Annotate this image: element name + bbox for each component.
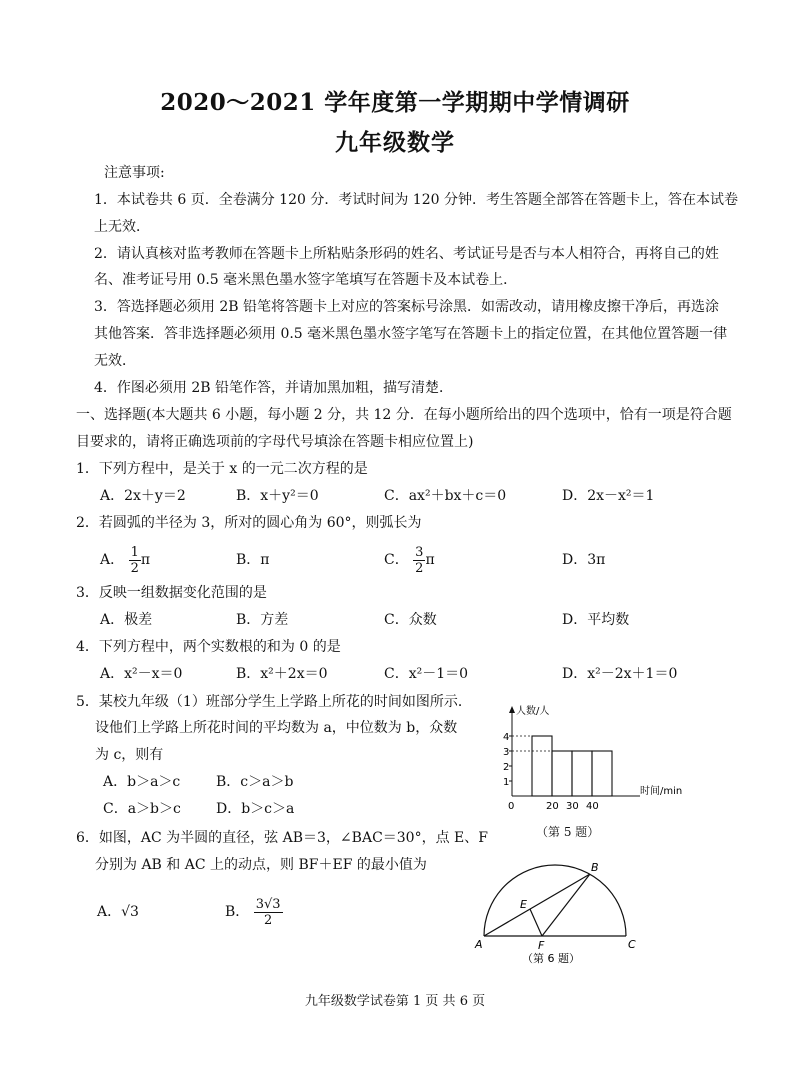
q5-option-b: B．c＞a＞b	[216, 774, 294, 790]
q2-option-c-pi: π	[425, 552, 435, 568]
q6-option-b-fraction	[254, 897, 283, 928]
q5-line-3: 为 c，则有	[95, 747, 164, 763]
q5-bar	[532, 736, 552, 796]
q5-histogram	[490, 700, 730, 825]
q5-y-tick-label: 4	[503, 732, 510, 743]
q3-option-d: D．平均数	[562, 612, 630, 628]
notice-3-line-1: 3．答选择题必须用 2B 铅笔将答题卡上对应的答案标号涂黑．如需改动，请用橡皮擦干净后，再选涂	[94, 299, 720, 315]
q2-option-a	[100, 542, 150, 578]
q5-y-tick-label: 1	[503, 777, 510, 788]
q2-option-c	[384, 542, 435, 578]
q5-bar	[592, 751, 612, 796]
q2-option-a-numerator: 1	[130, 544, 139, 560]
q5-bar	[572, 751, 592, 796]
q6-line-2: 分别为 AB 和 AC 上的动点，则 BF＋EF 的最小值为	[95, 857, 427, 873]
q1-option-d: D．2x－x²＝1	[562, 488, 655, 504]
q5-y-tick-label: 3	[503, 747, 510, 758]
q6-point-c: C	[628, 938, 636, 951]
q6-option-a	[97, 902, 139, 922]
q5-caption: （第 5 题）	[536, 825, 600, 839]
q2-option-a-fraction	[129, 545, 141, 576]
q6-point-f: F	[538, 939, 545, 952]
q6-segment-ef	[530, 909, 542, 936]
q2-option-d: D．3π	[562, 552, 606, 568]
q2-option-c-label: C．	[384, 552, 409, 568]
q4-option-a: A．x²－x＝0	[100, 666, 183, 682]
q2-option-c-fraction	[413, 545, 425, 576]
q5-line-1: 5．某校九年级（1）班部分学生上学路上所花的时间如图所示．	[76, 694, 472, 710]
q5-x-tick-label: 20	[546, 801, 559, 812]
q5-x-axis-label: 时间/min	[640, 786, 683, 797]
q6-option-b-label: B．	[225, 904, 250, 920]
q4-option-c: C．x²－1＝0	[384, 666, 469, 682]
q6-semicircle-arc	[484, 865, 626, 936]
q6-option-b-denominator: 2	[264, 912, 273, 928]
exam-subject: 九年级数学	[335, 129, 455, 156]
q5-y-axis-label: 人数/人	[516, 706, 550, 717]
q2-option-c-numerator: 3	[415, 544, 424, 560]
q5-y-tick-label: 2	[503, 762, 510, 773]
q1-option-a: A．2x＋y＝2	[100, 488, 186, 504]
q1-option-b: B．x＋y²＝0	[236, 488, 319, 504]
q1-stem: 1．下列方程中，是关于 x 的一元二次方程的是	[76, 461, 368, 477]
section1-line-1: 一、选择题(本大题共 6 小题，每小题 2 分，共 12 分．在每小题所给出的四个选项中，恰有一项是符合题	[76, 407, 732, 423]
notice-2-line-1: 2．请认真核对监考教师在答题卡上所粘贴条形码的姓名、考试证号是否与本人相符合，再将自己的姓	[94, 246, 719, 262]
q5-x-tick-label: 30	[566, 801, 579, 812]
q3-stem: 3．反映一组数据变化范围的是	[76, 585, 267, 601]
q6-option-a-value: √3	[121, 904, 139, 920]
q5-x-tick-label: 0	[508, 801, 515, 812]
q5-option-a: A．b＞a＞c	[103, 774, 181, 790]
q6-chord-ab	[484, 874, 590, 936]
q2-option-c-denominator: 2	[415, 560, 424, 576]
q6-option-b-numerator: 3√3	[255, 896, 281, 912]
notice-4: 4．作图必须用 2B 铅笔作答，并请加黑加粗，描写清楚．	[94, 380, 454, 396]
q6-caption: （第 6 题）	[522, 952, 580, 965]
q5-line-2: 设他们上学路上所花时间的平均数为 a，中位数为 b，众数	[95, 720, 458, 736]
page-footer: 九年级数学试卷第 1 页 共 6 页	[304, 994, 486, 1009]
notice-3-line-3: 无效．	[94, 353, 136, 369]
q6-point-b: B	[591, 861, 599, 874]
notice-3-line-2: 其他答案．答非选择题必须用 0.5 毫米黑色墨水签字笔写在答题卡上的指定位置，在其他位置答题一律	[94, 326, 728, 342]
notice-1-line-1: 1．本试卷共 6 页．全卷满分 120 分．考试时间为 120 分钟．考生答题全部答在答题卡上，答在本试卷	[94, 192, 738, 208]
q5-x-tick-label: 40	[586, 801, 599, 812]
q2-option-a-pi: π	[140, 552, 151, 568]
q2-option-a-label: A．	[100, 552, 125, 568]
q1-option-c: C．ax²＋bx＋c＝0	[384, 488, 507, 504]
q6-point-e: E	[520, 898, 527, 911]
notice-2-line-2: 名、准考证号用 0.5 毫米黑色墨水签字笔填写在答题卡及本试卷上．	[94, 272, 518, 288]
q5-bar	[552, 751, 572, 796]
q6-point-a: A	[475, 938, 483, 951]
q2-option-b: B．π	[236, 552, 270, 568]
exam-title: 2020～2021 学年度第一学期期中学情调研	[160, 89, 630, 116]
notice-1-line-2: 上无效．	[94, 219, 150, 235]
q4-option-d: D．x²－2x＋1＝0	[562, 666, 678, 682]
q2-stem: 2．若圆弧的半径为 3，所对的圆心角为 60°，则弧长为	[76, 515, 422, 531]
q4-option-b: B．x²＋2x＝0	[236, 666, 328, 682]
q5-option-d: D．b＞c＞a	[216, 801, 295, 817]
q4-stem: 4．下列方程中，两个实数根的和为 0 的是	[76, 639, 341, 655]
q6-segment-bf	[542, 874, 590, 936]
q6-option-b	[225, 894, 283, 930]
q5-y-axis-arrow	[509, 706, 515, 713]
q6-line-1: 6．如图，AC 为半圆的直径，弦 AB＝3，∠BAC＝30°，点 E、F	[76, 830, 488, 846]
q3-option-a: A．极差	[100, 612, 153, 628]
notice-heading: 注意事项:	[104, 165, 165, 181]
section1-line-2: 目要求的，请将正确选项前的字母代号填涂在答题卡相应位置上)	[76, 434, 474, 450]
q6-semicircle-figure	[472, 858, 642, 966]
q6-option-a-label: A．	[97, 904, 122, 920]
q2-option-a-denominator: 2	[130, 560, 139, 576]
q5-option-c: C．a＞b＞c	[103, 801, 181, 817]
q3-option-c: C．众数	[384, 612, 437, 628]
q3-option-b: B．方差	[236, 612, 289, 628]
